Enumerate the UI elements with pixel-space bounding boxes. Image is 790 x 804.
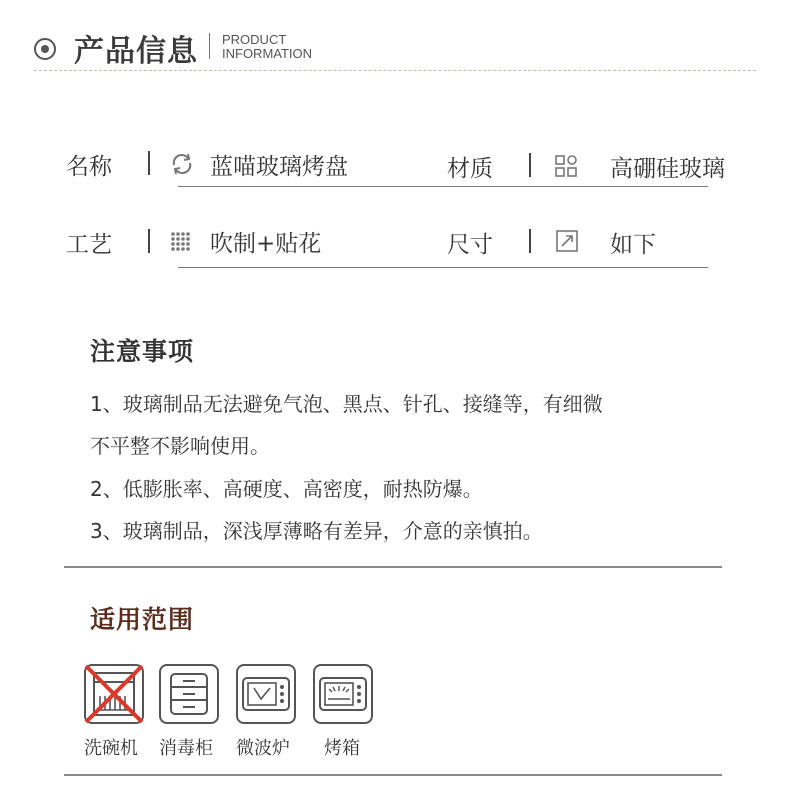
header-english-line2: INFORMATION (222, 46, 313, 61)
spec-material-value: 高硼硅玻璃 (610, 156, 725, 182)
app-label-oven: 烤箱 (324, 738, 360, 759)
app-label-dishwasher: 洗碗机 (84, 738, 138, 759)
header-english-subtitle (222, 33, 312, 61)
page-title: 产品信息 (74, 34, 198, 69)
header-dashed-divider (34, 70, 756, 71)
spec-name-value: 蓝喵玻璃烤盘 (210, 154, 348, 180)
header-english-line1: PRODUCT (222, 32, 287, 47)
spec-separator (148, 229, 150, 253)
app-label-microwave: 微波炉 (236, 738, 290, 759)
spec-craft-value: 吹制+贴花 (210, 231, 322, 257)
app-label-sterilizer: 消毒柜 (159, 738, 213, 759)
oven-icon (313, 664, 373, 724)
scope-title: 适用范围 (90, 605, 195, 634)
spec-size-label: 尺寸 (447, 232, 493, 258)
spec-separator (529, 153, 531, 177)
spec-separator (148, 151, 150, 175)
note-line: 1、玻璃制品无法避免气泡、黑点、针孔、接缝等，有细微 (90, 392, 603, 416)
spec-material-label: 材质 (447, 156, 493, 182)
spec-size-value: 如下 (610, 232, 656, 258)
spec-craft-label: 工艺 (66, 232, 112, 258)
dot-grid-icon (170, 231, 192, 253)
note-line: 2、低膨胀率、高硬度、高密度，耐热防爆。 (90, 477, 483, 501)
section-divider (64, 774, 722, 776)
recycle-arrows-icon (170, 152, 194, 176)
target-circle-icon (34, 38, 56, 60)
microwave-icon (236, 664, 296, 724)
header-divider (209, 33, 210, 59)
spec-row-divider (178, 186, 708, 187)
resize-arrow-icon (556, 230, 578, 252)
spec-row-divider (178, 267, 708, 268)
note-line: 3、玻璃制品，深浅厚薄略有差异，介意的亲慎拍。 (90, 519, 543, 543)
notes-title: 注意事项 (90, 337, 195, 366)
prohibited-cross-icon (80, 660, 148, 728)
spec-name-label: 名称 (66, 154, 112, 180)
dishwasher-icon (84, 664, 144, 724)
grid-squares-icon (554, 154, 578, 178)
note-line: 不平整不影响使用。 (90, 434, 270, 458)
sterilizer-cabinet-icon (159, 664, 219, 724)
section-divider (64, 566, 722, 568)
spec-separator (529, 229, 531, 253)
